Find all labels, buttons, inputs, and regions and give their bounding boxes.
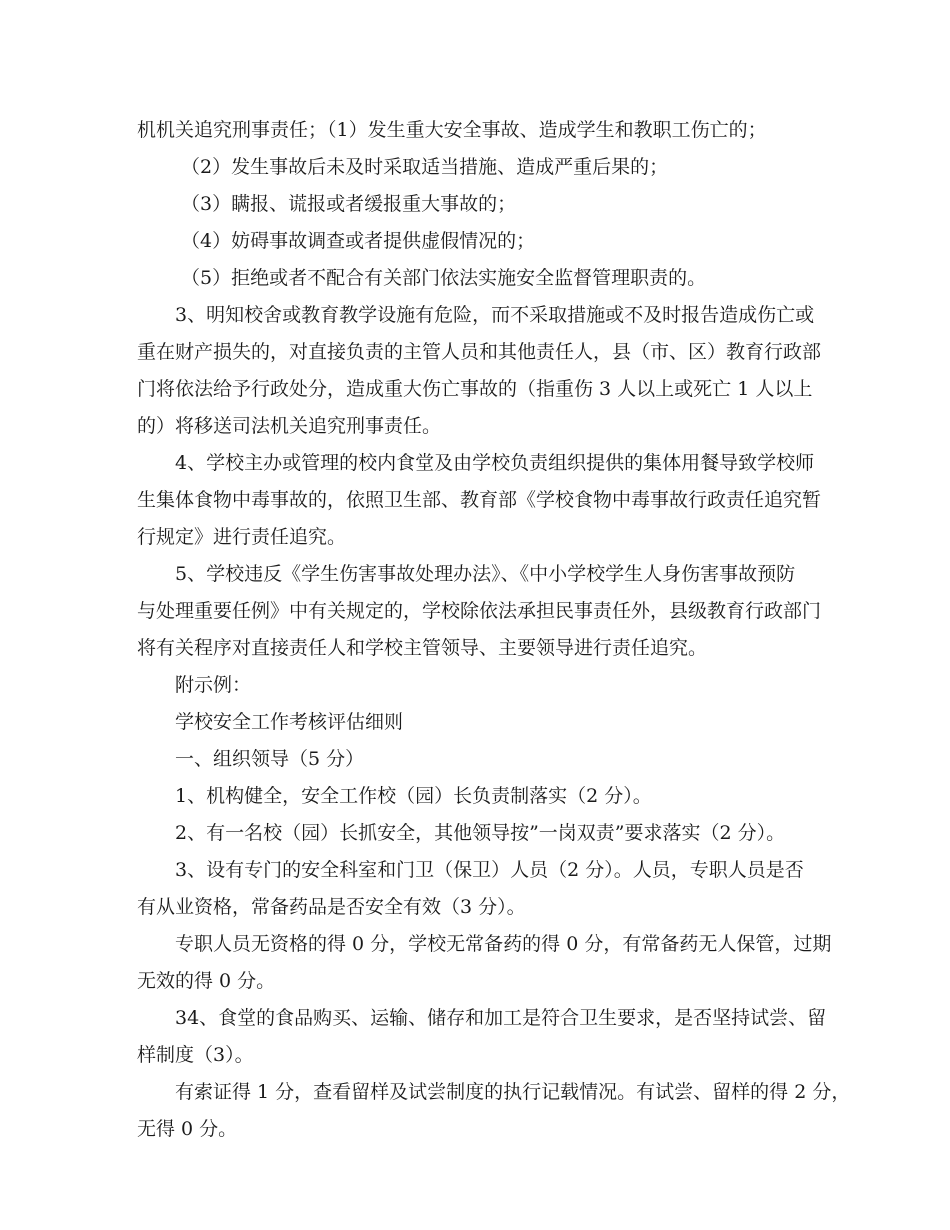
text-line: 行规定》进行责任追究。 (137, 526, 347, 548)
text-line: 4、学校主办或管理的校内食堂及由学校负责组织提供的集体用餐导致学校师 (175, 452, 815, 474)
text-line: 无得 0 分。 (137, 1118, 238, 1140)
text-line: （5）拒绝或者不配合有关部门依法实施安全监督管理职责的。 (181, 267, 707, 289)
text-line: 生集体食物中毒事故的，依照卫生部、教育部《学校食物中毒事故行政责任追究暂 (137, 489, 822, 511)
text-line: 3、设有专门的安全科室和门卫（保卫）人员（2 分）。人员，专职人员是否 (175, 859, 804, 881)
text-line: 有索证得 1 分，查看留样及试尝制度的执行记载情况。有试尝、留样的得 2 分， (175, 1081, 851, 1103)
text-line: 样制度（3）。 (137, 1044, 254, 1066)
text-line: 2、有一名校（园）长抓安全，其他领导按”一岗双责”要求落实（2 分）。 (175, 822, 786, 844)
text-line: （4）妨碍事故调查或者提供虚假情况的； (181, 230, 536, 252)
text-line: 34、食堂的食品购买、运输、储存和加工是符合卫生要求，是否坚持试尝、留 (175, 1007, 827, 1029)
section-heading: 一、组织领导（5 分） (175, 748, 365, 770)
text-line: （2）发生事故后未及时采取适当措施、造成严重后果的； (181, 156, 669, 178)
text-line: 附示例： (175, 674, 252, 696)
text-line: 无效的得 0 分。 (137, 970, 276, 992)
text-line: 有从业资格，常备药品是否安全有效（3 分）。 (137, 896, 526, 918)
text-line: 机机关追究刑事责任；（1）发生重大安全事故、造成学生和教职工伤亡的； (137, 119, 767, 141)
text-line: 专职人员无资格的得 0 分，学校无常备药的得 0 分，有常备药无人保管，过期 (175, 933, 832, 955)
text-line: 将有关程序对直接责任人和学校主管领导、主要领导进行责任追究。 (137, 637, 708, 659)
text-line: 1、机构健全，安全工作校（园）长负责制落实（2 分）。 (175, 785, 652, 807)
text-line: 3、明知校舍或教育教学设施有危险，而不采取措施或不及时报告造成伤亡或 (175, 304, 815, 326)
text-line: 重在财产损失的，对直接负责的主管人员和其他责任人，县（市、区）教育行政部 (137, 341, 822, 363)
text-line: 门将依法给予行政处分，造成重大伤亡事故的（指重伤 3 人以上或死亡 1 人以上 (137, 378, 813, 400)
document-body (137, 112, 851, 1148)
text-line: 与处理重要任例》中有关规定的，学校除依法承担民事责任外，县级教育行政部门 (137, 600, 822, 622)
section-title: 学校安全工作考核评估细则 (175, 711, 404, 733)
text-line: 的）将移送司法机关追究刑事责任。 (137, 415, 442, 437)
text-line: 5、学校违反《学生伤害事故处理办法》、《中小学校学生人身伤害事故预防 (175, 563, 796, 585)
text-line: （3）瞒报、谎报或者缓报重大事故的； (181, 193, 517, 215)
